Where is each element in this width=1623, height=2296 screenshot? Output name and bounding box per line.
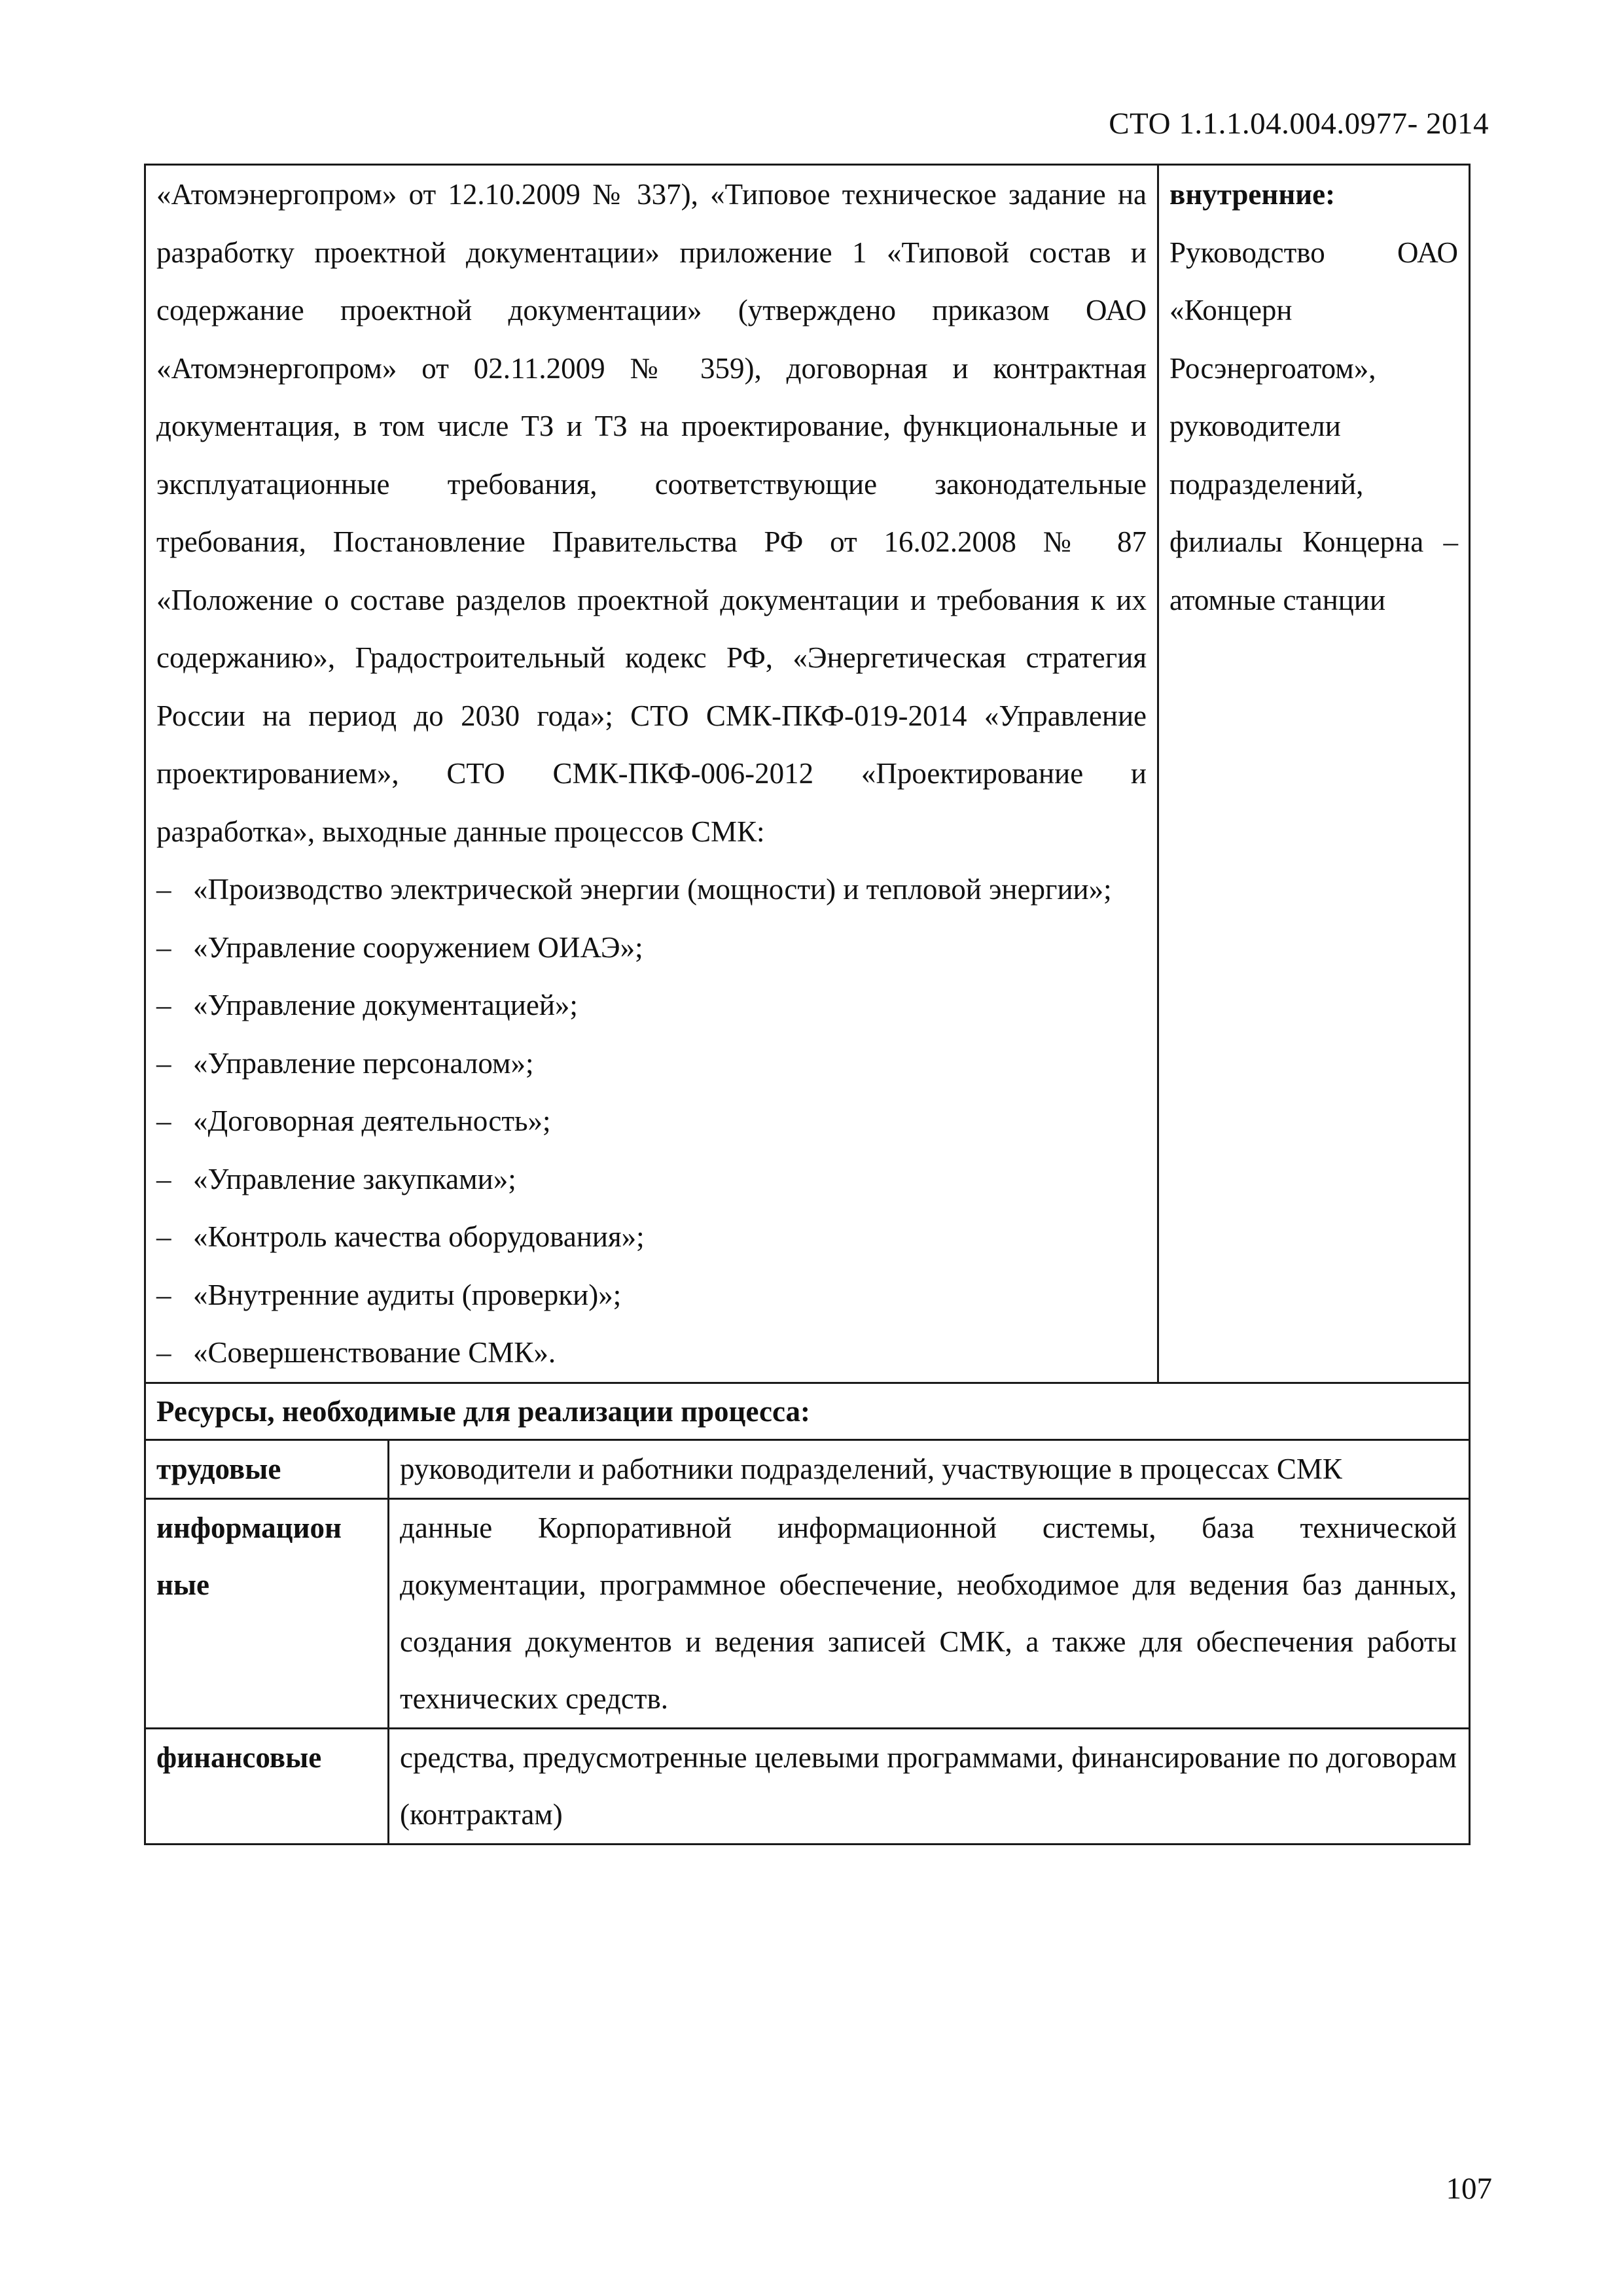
resource-value: средства, предусмотренные целевыми программами, финансирование по договорам (контрактам) — [389, 1728, 1470, 1844]
resource-row — [145, 1728, 1470, 1844]
dash-marker: – — [156, 930, 171, 964]
dash-marker: – — [156, 989, 171, 1021]
inputs-paragraph: «Атомэнергопром» от 12.10.2009 № 337), «Типовое техническое задание на разработку проектной документации» приложение 1 «Типовой состав и содержание проектной документации» (утверждено приказом ОАО «Атомэнергопром» от 02.11.2009 № 359), договорная и контрактная документация, в том числе ТЗ и ТЗ на проектирование, функциональные и эксплуатационные требования, соответствующие законодательные требования, Постановление Правительства РФ от 16.02.2008 № 87 «Положение о составе разделов проектной документации и требования к их содержанию», Градостроительный кодекс РФ, «Энергетическая стратегия России на период до 2030 года»; СТО СМК-ПКФ-019-2014 «Управление проектированием», СТО СМК-ПКФ-006-2012 «Проектирование и разработка», выходные данные процессов СМК: — [156, 178, 1147, 848]
dash-marker: – — [156, 1278, 171, 1311]
dash-marker: – — [156, 1046, 171, 1080]
list-item-text: «Контроль качества оборудования»; — [193, 1220, 645, 1253]
list-item-text: «Производство электрической энергии (мощности) и тепловой энергии»; — [193, 873, 1112, 906]
resource-value: данные Корпоративной информационной системы, база технической документации, программное обеспечение, необходимое для ведения баз данных, создания документов и ведения записей СМК, а также для обеспечения работы технических средств. — [389, 1498, 1470, 1728]
dash-marker: – — [156, 873, 171, 906]
resources-header-row — [145, 1383, 1470, 1439]
dash-marker: – — [156, 1104, 171, 1137]
list-item — [156, 860, 1147, 919]
document-code: СТО 1.1.1.04.004.0977- 2014 — [1109, 107, 1489, 141]
list-item-text: «Управление персоналом»; — [193, 1046, 534, 1080]
list-item — [156, 1266, 1147, 1324]
dash-marker: – — [156, 1336, 171, 1369]
list-item — [156, 1208, 1147, 1266]
resource-label: информацион ные — [145, 1498, 389, 1728]
list-item — [156, 976, 1147, 1034]
resource-value: руководители и работники подразделений, участвующие в процессах СМК — [389, 1439, 1470, 1498]
list-item-text: «Управление закупками»; — [193, 1162, 516, 1195]
process-list — [156, 860, 1147, 1382]
resources-header: Ресурсы, необходимые для реализации процесса: — [145, 1383, 1470, 1439]
resource-row — [145, 1439, 1470, 1498]
resource-label: финансовые — [145, 1728, 389, 1844]
list-item-text: «Управление сооружением ОИАЭ»; — [193, 930, 643, 964]
page-number: 107 — [1446, 2172, 1492, 2206]
process-table — [144, 164, 1471, 1845]
dash-marker: – — [156, 1220, 171, 1253]
list-item-text: «Управление документацией»; — [193, 989, 578, 1021]
list-item-text: «Внутренние аудиты (проверки)»; — [193, 1278, 622, 1311]
list-item — [156, 919, 1147, 977]
internal-heading: внутренние: — [1169, 178, 1336, 211]
list-item — [156, 1324, 1147, 1382]
list-item-text: «Совершенствование СМК». — [193, 1336, 556, 1369]
inputs-row — [145, 165, 1470, 1383]
list-item — [156, 1150, 1147, 1209]
list-item — [156, 1034, 1147, 1093]
list-item-text: «Договорная деятельность»; — [193, 1104, 551, 1137]
consumers-cell — [1158, 165, 1470, 1383]
internal-consumers-text: Руководство ОАО «Концерн Росэнергоатом», руководители подразделений, филиалы Концерна – атомные станции — [1169, 236, 1459, 616]
resource-row — [145, 1498, 1470, 1728]
inputs-cell — [145, 165, 1158, 1383]
list-item — [156, 1092, 1147, 1150]
resource-label: трудовые — [145, 1439, 389, 1498]
dash-marker: – — [156, 1162, 171, 1195]
